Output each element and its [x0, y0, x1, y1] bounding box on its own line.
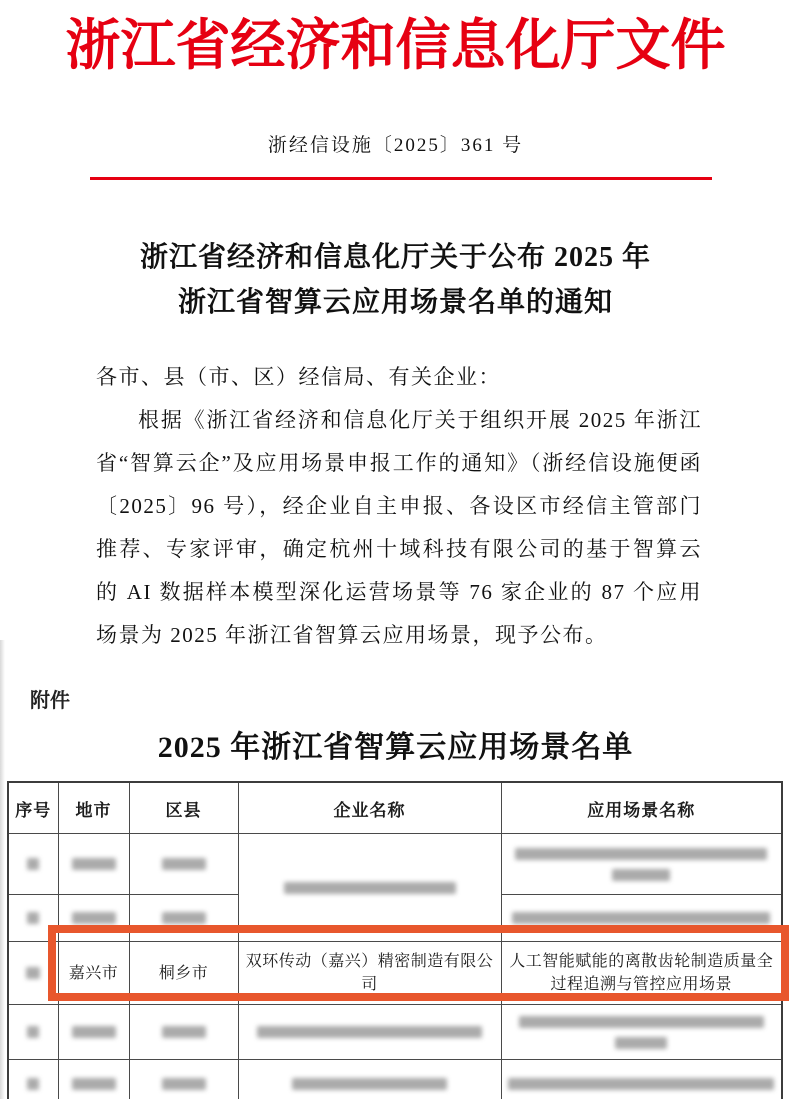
- col-header-district: 区县: [129, 782, 238, 834]
- col-header-scenario: 应用场景名称: [501, 782, 782, 834]
- blurred-text-placeholder: [292, 1078, 447, 1090]
- blurred-text-placeholder: [72, 1026, 116, 1038]
- blurred-text-placeholder: [72, 912, 116, 924]
- table-header-row: [8, 782, 782, 834]
- blurred-text-placeholder: [284, 882, 456, 894]
- blurred-text-placeholder: [27, 858, 39, 870]
- red-divider-rule: [90, 177, 712, 180]
- blurred-text-placeholder: [72, 1078, 116, 1090]
- col-header-seq: 序号: [8, 782, 58, 834]
- highlighted-scenario-cell: 人工智能赋能的离散齿轮制造质量全过程追溯与管控应用场景: [501, 942, 782, 1005]
- letterhead-title: 浙江省经济和信息化厅文件: [65, 15, 726, 76]
- blurred-text-placeholder: [612, 869, 670, 881]
- table-row-blurred: [8, 834, 782, 895]
- blurred-text-placeholder: [508, 1078, 774, 1090]
- blurred-text-placeholder: [519, 1016, 764, 1028]
- table-row-blurred: [8, 1005, 782, 1060]
- blurred-text-placeholder: [512, 912, 770, 924]
- table-row-blurred: [8, 1060, 782, 1099]
- notice-body: [96, 356, 702, 657]
- body-paragraph: 根据《浙江省经济和信息化厅关于组织开展 2025 年浙江省“智算云企”及应用场景申报工作的通知》（浙经信设施便函〔2025〕96 号），经企业自主申报、各设区市经信主管部门推荐、专家评审，确定杭州十域科技有限公司的基于智算云的 AI 数据样本模型深化运营场景等 76 家企业的 87 个应用场景为 2025 年浙江省智算云应用场景，现予公布。: [96, 408, 702, 647]
- blurred-text-placeholder: [162, 858, 206, 870]
- blurred-text-placeholder: [26, 967, 40, 979]
- col-header-company: 企业名称: [238, 782, 501, 834]
- blurred-text-placeholder: [27, 1078, 39, 1090]
- blurred-text-placeholder: [162, 1026, 206, 1038]
- blurred-text-placeholder: [257, 1026, 482, 1038]
- highlighted-city-cell: 嘉兴市: [58, 942, 129, 1005]
- blurred-text-placeholder: [162, 1078, 206, 1090]
- notice-title: [0, 235, 791, 325]
- notice-title-line2: 浙江省智算云应用场景名单的通知: [177, 287, 613, 318]
- notice-title-line1: 浙江省经济和信息化厅关于公布 2025 年: [139, 242, 651, 273]
- scenario-table: [7, 781, 783, 1099]
- blurred-text-placeholder: [162, 912, 206, 924]
- attachment-table-title: 2025 年浙江省智算云应用场景名单: [157, 731, 634, 764]
- attachment-label: 附件: [30, 690, 70, 712]
- blurred-text-placeholder: [615, 1037, 667, 1049]
- highlighted-company-cell: 双环传动（嘉兴）精密制造有限公司: [238, 942, 501, 1005]
- blurred-text-placeholder: [72, 858, 116, 870]
- blurred-text-placeholder: [27, 912, 39, 924]
- col-header-city: 地市: [58, 782, 129, 834]
- highlighted-district-cell: 桐乡市: [129, 942, 238, 1005]
- blurred-text-placeholder: [27, 1026, 39, 1038]
- blurred-text-placeholder: [515, 848, 767, 860]
- highlighted-row: [8, 942, 782, 1005]
- salutation: 各市、县（市、区）经信局、有关企业：: [96, 365, 501, 389]
- document-number: 浙经信设施〔2025〕361 号: [267, 135, 524, 156]
- table-wrapper: [7, 781, 781, 1099]
